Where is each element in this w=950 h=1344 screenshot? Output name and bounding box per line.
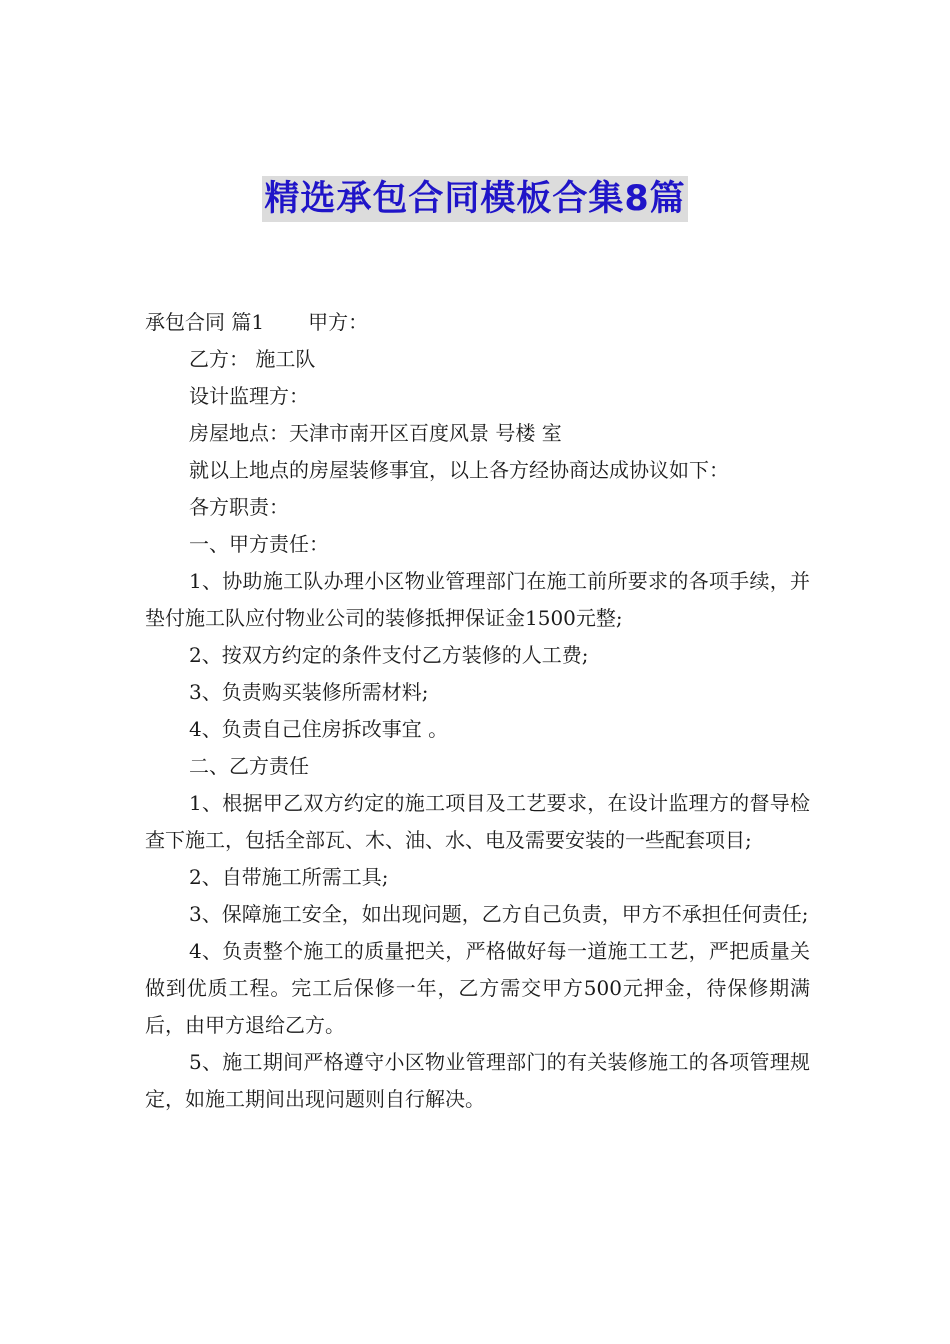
document-body xyxy=(145,304,810,1118)
paragraph-b-item-1: 1、根据甲乙双方约定的施工项目及工艺要求，在设计监理方的督导检查下施工，包括全部瓦、木、油、水、电及需要安装的一些配套项目; xyxy=(145,791,810,852)
paragraph-location: 房屋地点：天津市南开区百度风景 号楼 室 xyxy=(189,421,562,445)
party-a-label: 甲方： xyxy=(308,310,369,334)
paragraph-supervisor: 设计监理方： xyxy=(189,384,309,408)
paragraph-b-item-5: 5、施工期间严格遵守小区物业管理部门的有关装修施工的各项管理规定，如施工期间出现问题则自行解决。 xyxy=(145,1050,810,1111)
paragraph-b-item-3: 3、保障施工安全，如出现问题，乙方自己负责，甲方不承担任何责任; xyxy=(189,902,809,926)
paragraph-party-a-heading: 一、甲方责任： xyxy=(189,532,329,556)
first-line xyxy=(145,304,810,341)
paragraph-a-item-2: 2、按双方约定的条件支付乙方装修的人工费; xyxy=(189,643,589,667)
title-container xyxy=(0,176,950,222)
paragraph-b-item-4: 4、负责整个施工的质量把关，严格做好每一道施工工艺，严把质量关做到优质工程。完工后保修一年，乙方需交甲方500元押金，待保修期满后，由甲方退给乙方。 xyxy=(145,939,810,1037)
paragraph-a-item-4: 4、负责自己住房拆改事宜 。 xyxy=(189,717,449,741)
paragraph-agreement: 就以上地点的房屋装修事宜，以上各方经协商达成协议如下： xyxy=(189,458,729,482)
section-heading: 承包合同 篇1 xyxy=(145,310,265,334)
document-title: 精选承包合同模板合集8篇 xyxy=(262,176,687,222)
paragraph-duties: 各方职责： xyxy=(189,495,289,519)
paragraph-a-item-3: 3、负责购买装修所需材料; xyxy=(189,680,429,704)
paragraph-b-item-2: 2、自带施工所需工具; xyxy=(189,865,389,889)
paragraph-party-b: 乙方： 施工队 xyxy=(189,347,316,371)
paragraph-a-item-1: 1、协助施工队办理小区物业管理部门在施工前所要求的各项手续，并垫付施工队应付物业公司的装修抵押保证金1500元整; xyxy=(145,569,810,630)
paragraph-party-b-heading: 二、乙方责任 xyxy=(189,754,309,778)
